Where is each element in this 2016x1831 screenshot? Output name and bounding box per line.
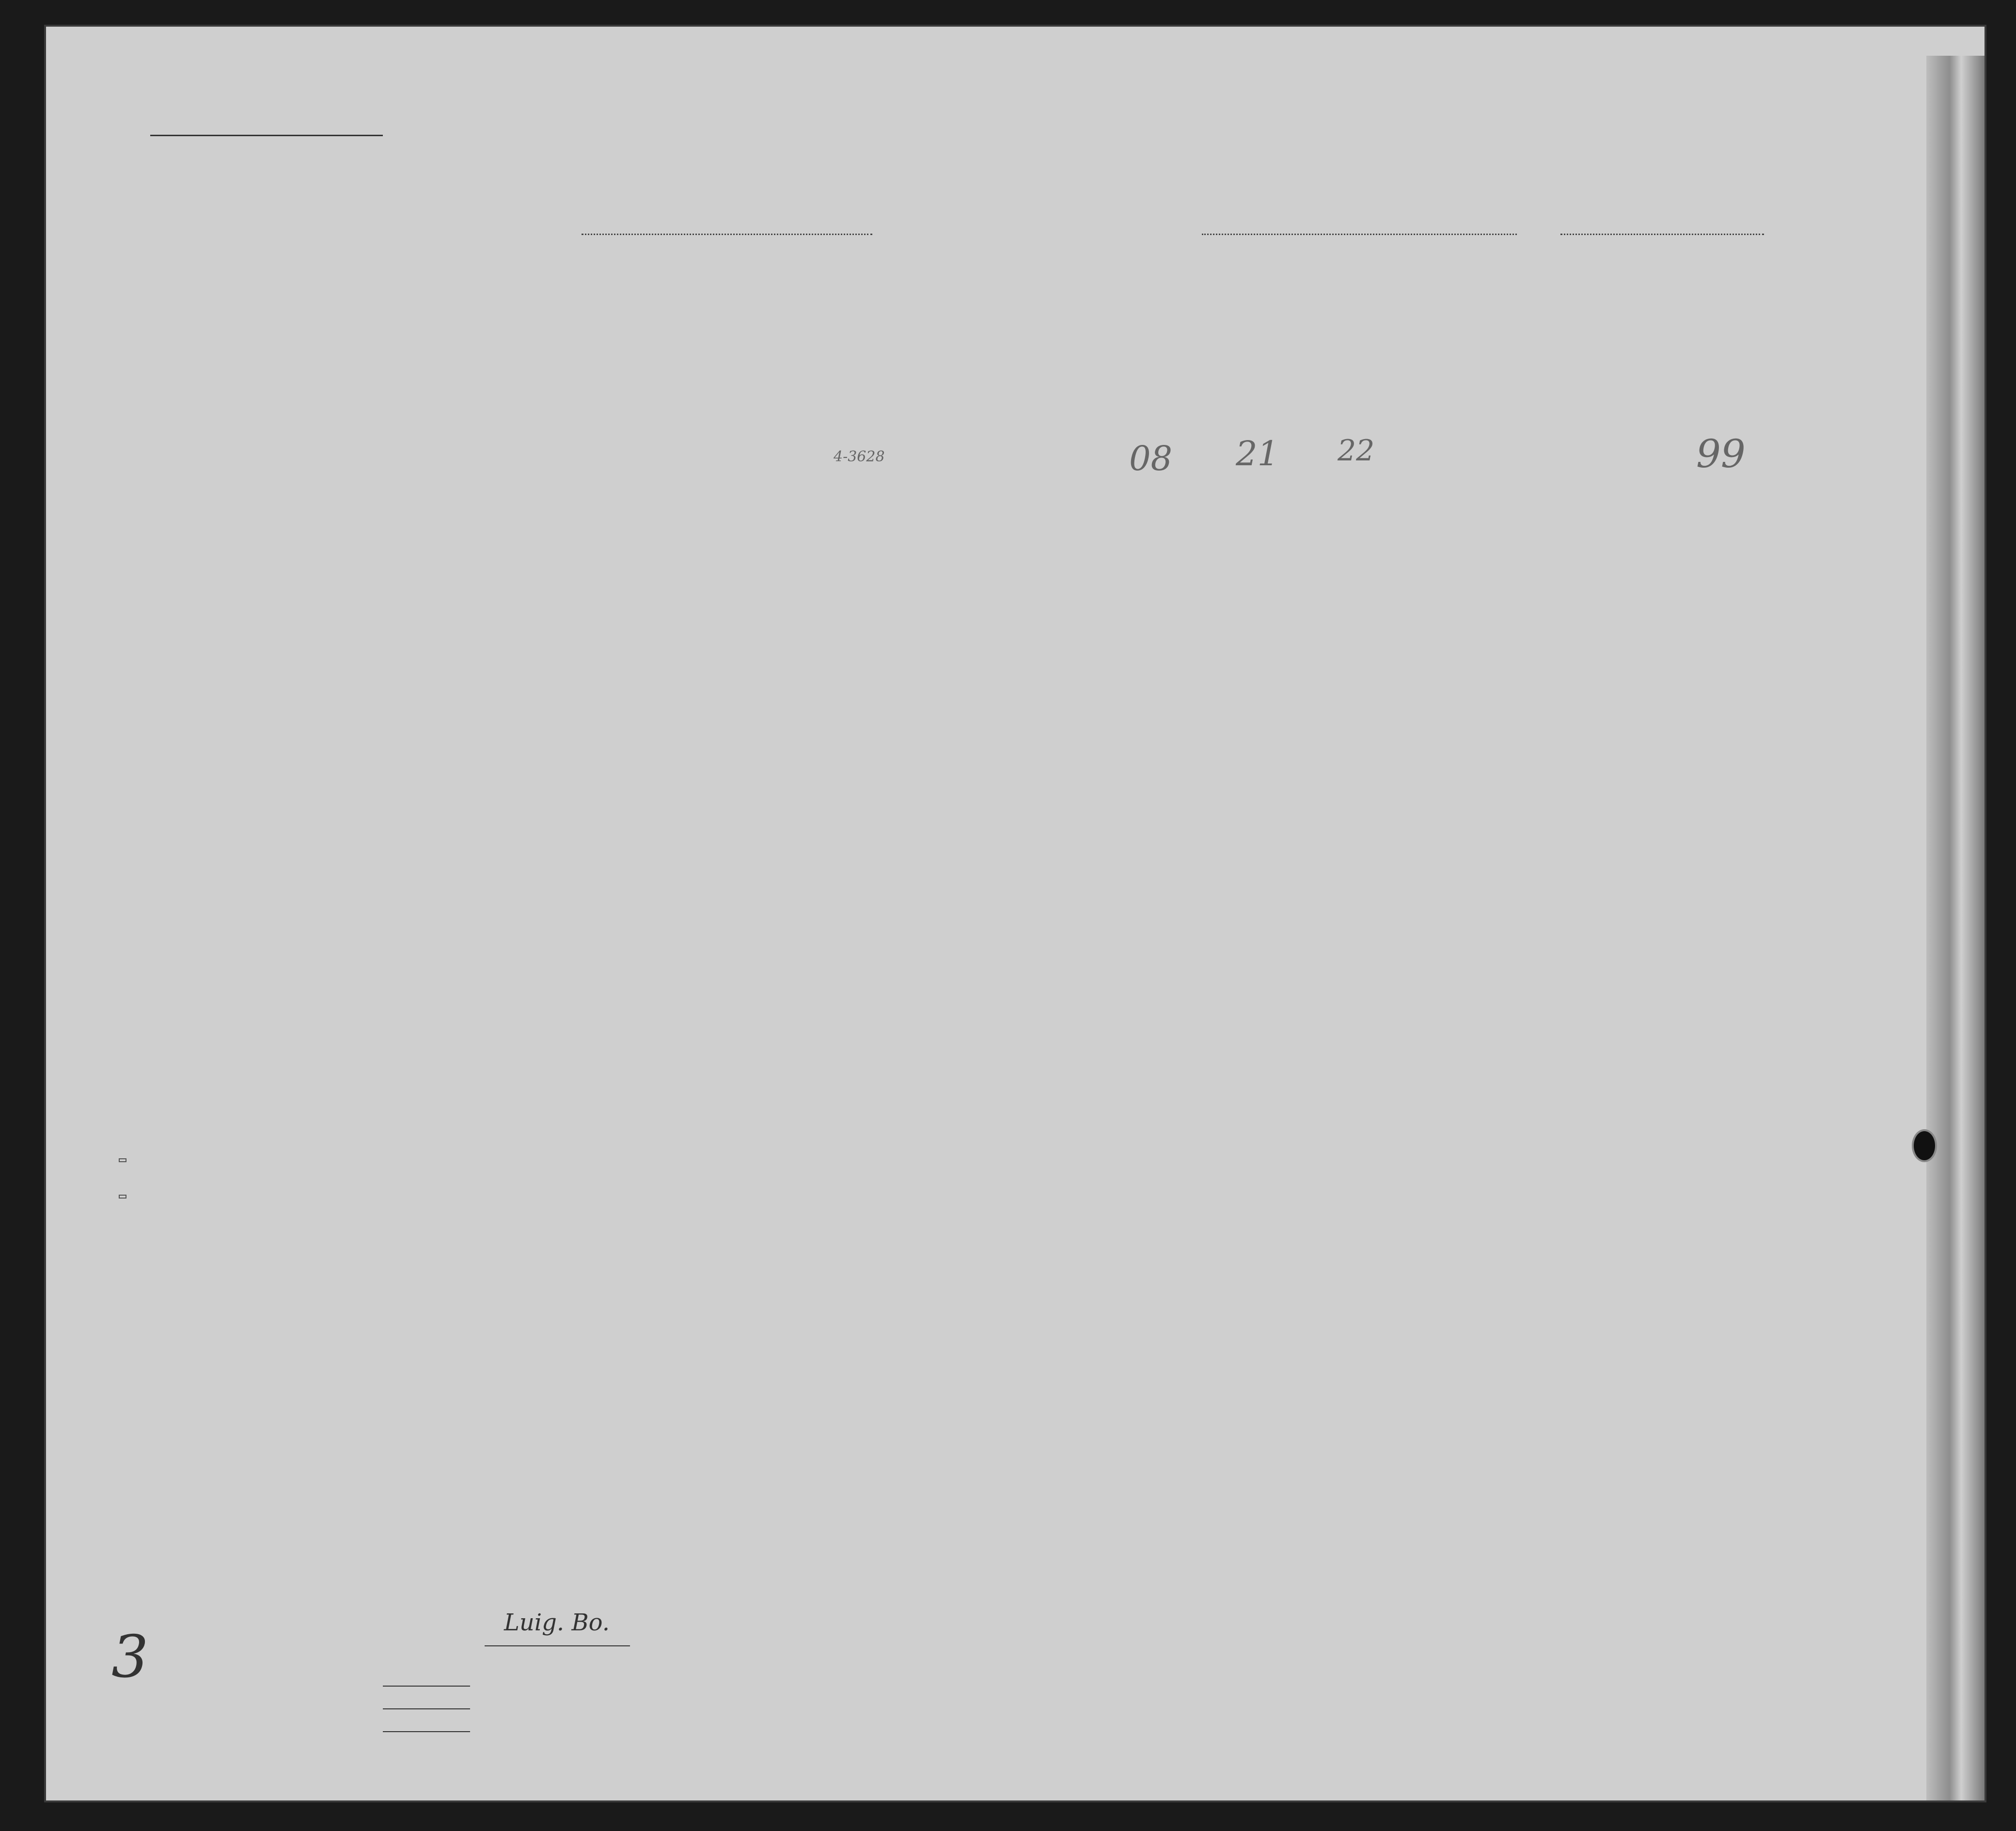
us-cit-stamp-2: [119, 1195, 126, 1199]
big-3-mark: 3: [111, 1624, 149, 1691]
pencil-mark-21: 21: [1236, 434, 1279, 474]
total-underline: [383, 1686, 470, 1687]
purser-signature: Luig. Bo.: [504, 1609, 610, 1636]
pencil-mark-99: 99: [1696, 431, 1746, 476]
us-cit-stamp-1: [119, 1158, 126, 1162]
pencil-mark-08: 08: [1129, 439, 1173, 478]
pencil-mark-22: 22: [1338, 434, 1375, 468]
punch-hole: [1912, 1129, 1937, 1162]
us-underline: [383, 1708, 470, 1709]
purser-line: [485, 1645, 630, 1646]
pencil-mark-note: 4-3628: [834, 448, 885, 465]
aliens-underline: [383, 1731, 470, 1732]
